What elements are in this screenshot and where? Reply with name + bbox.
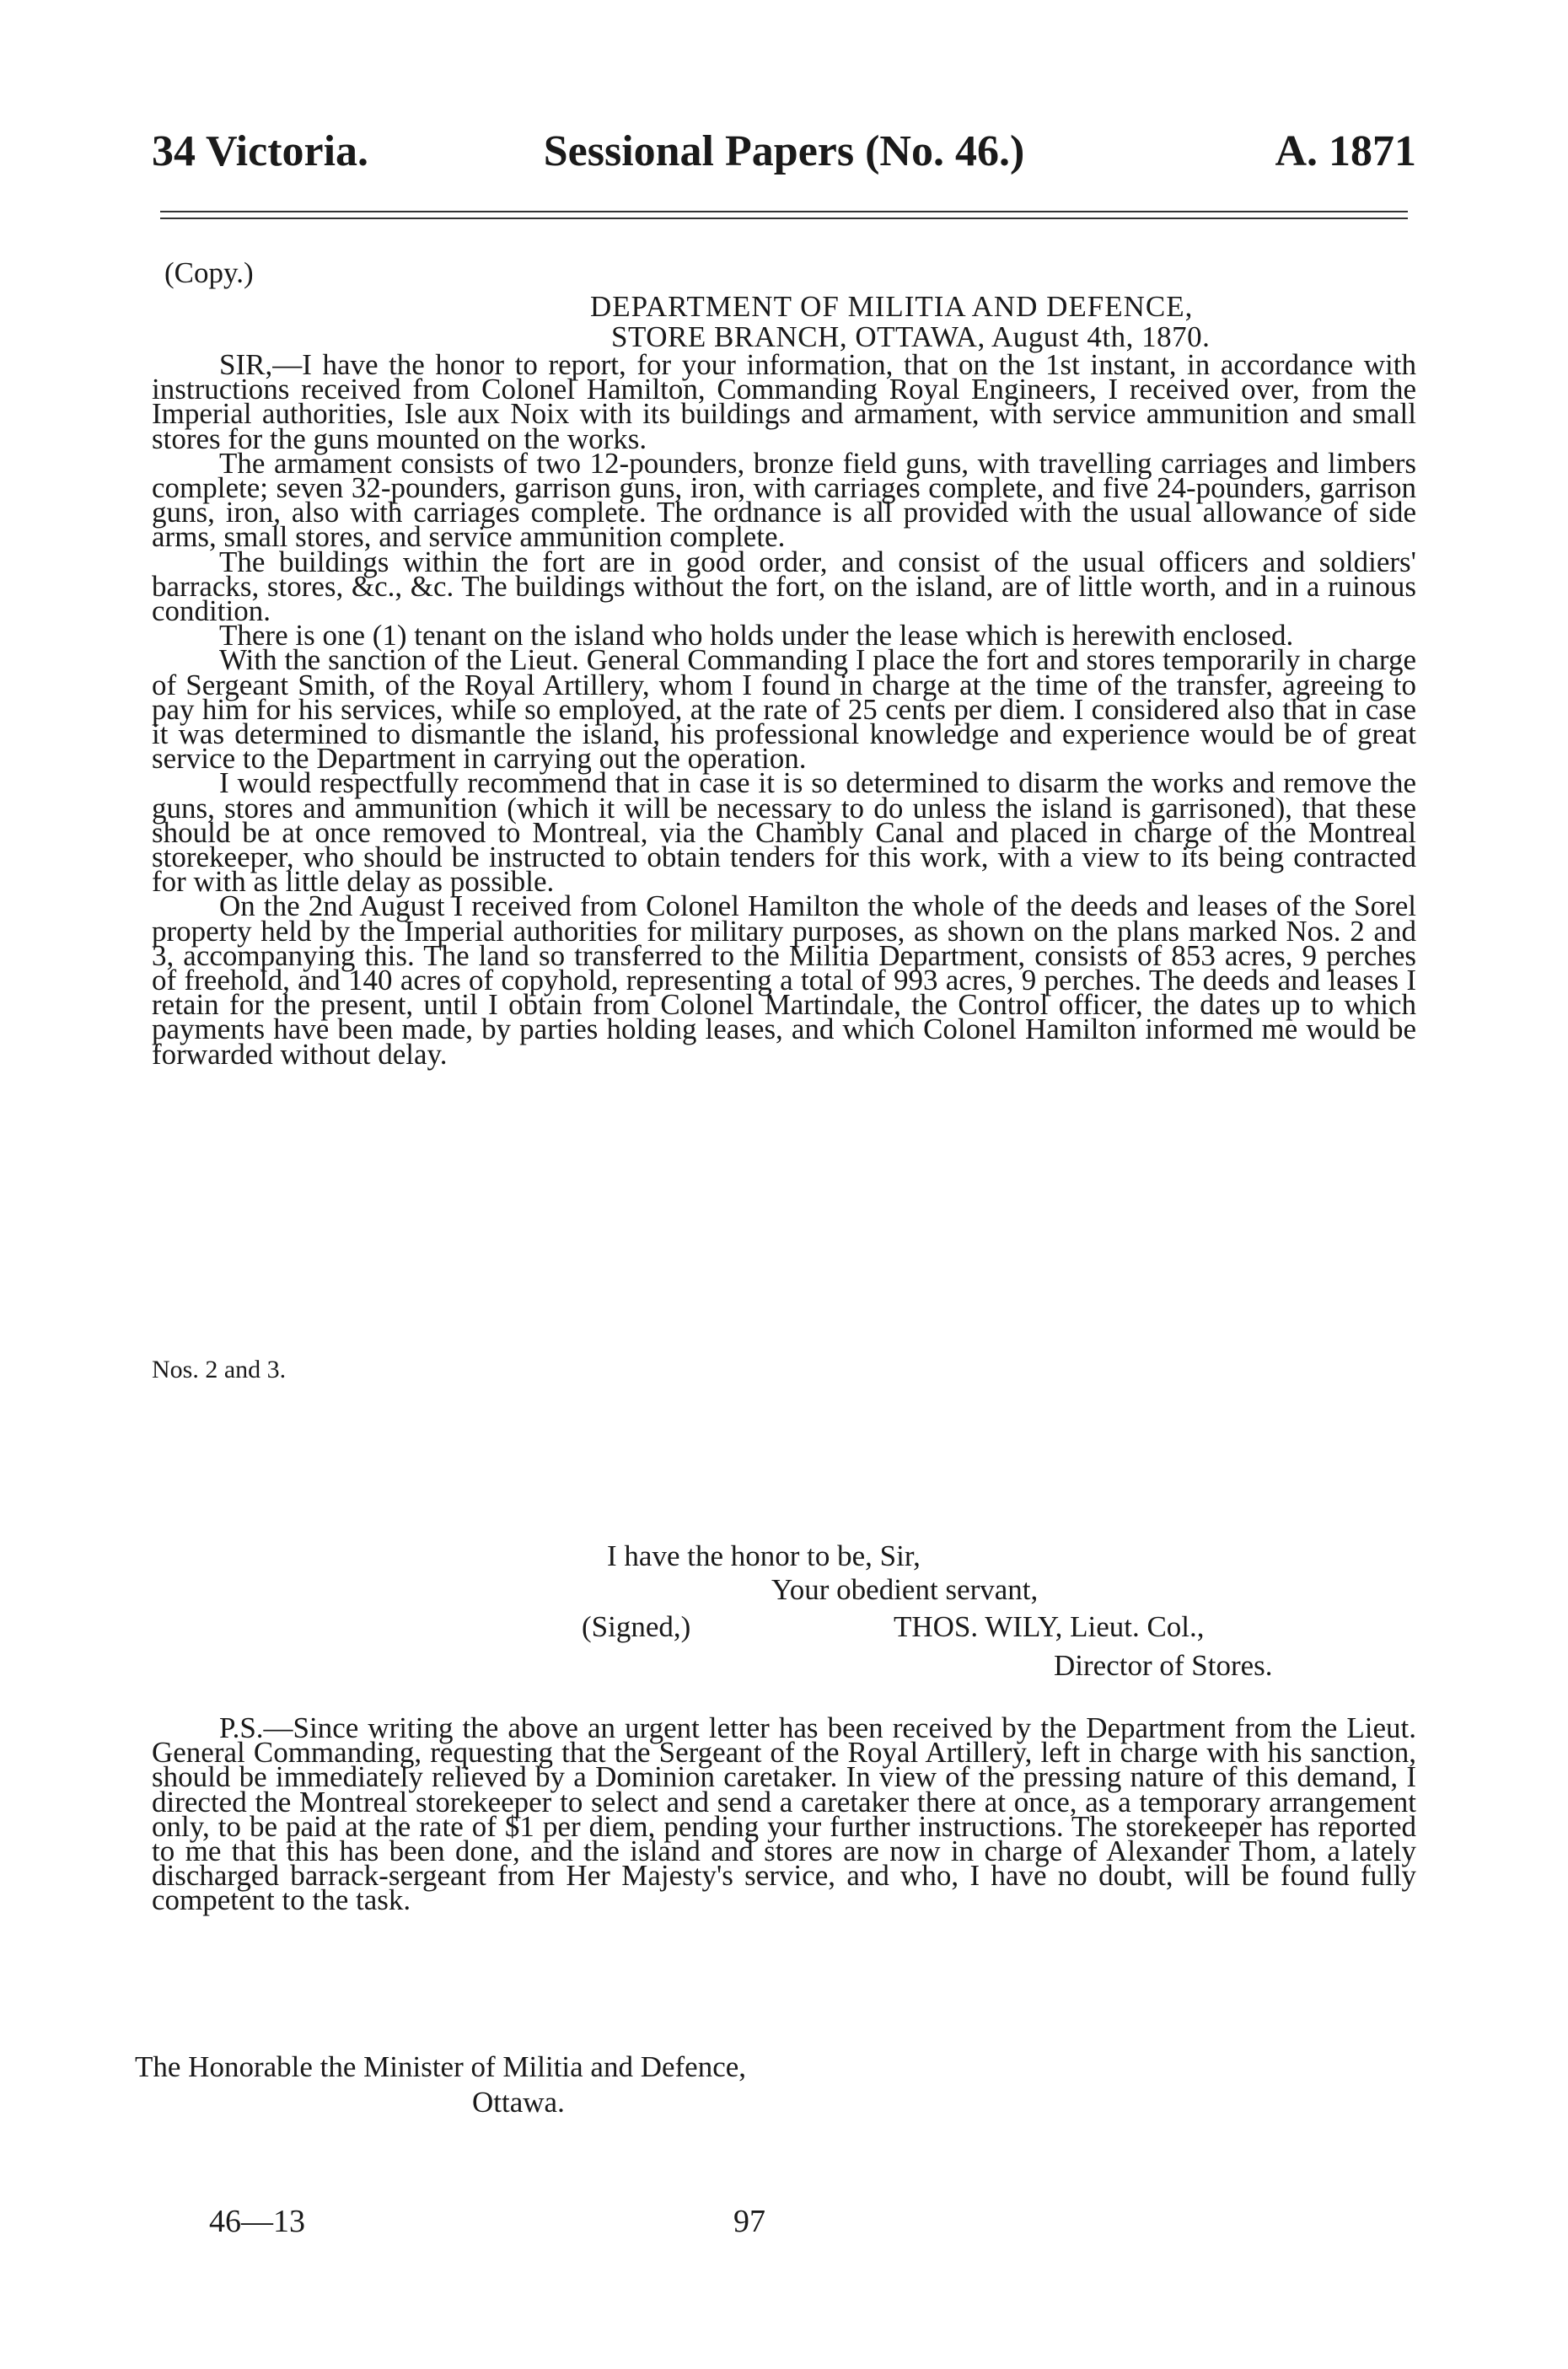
header-rule-top bbox=[160, 211, 1408, 212]
dateline: STORE BRANCH, OTTAWA, August 4th, 1870. bbox=[611, 320, 1211, 353]
closing-salutation: I have the honor to be, Sir, bbox=[607, 1539, 921, 1572]
copy-note: (Copy.) bbox=[164, 256, 254, 289]
footer-signature-mark: 46—13 bbox=[209, 2204, 305, 2239]
paragraph: On the 2nd August I received from Colonel Hamilton the whole of the deeds and leases of the Sorel property held by the Imperial authorities for military purposes, as shown on the plans marked Nos. 2 and 3, accompanying this. The land so transferred to the Militia Department, consists of 853 acres, 9 perches of freehold, and 140 acres of copyhold, representing a total of 993 acres, 9 perches. The deeds and leases I retain for the present, until I obtain from Colonel Martindale, the Control officer, the dates up to which payments have been made, by parties holding leases, and which Colonel Hamilton informed me would be forwarded without delay. bbox=[152, 889, 1416, 1071]
signer-name: THOS. WILY, Lieut. Col., bbox=[894, 1610, 1205, 1643]
paragraph: There is one (1) tenant on the island who holds under the lease which is herewith enclosed. bbox=[219, 619, 1294, 653]
page-header bbox=[152, 126, 1416, 177]
paragraph: The buildings within the fort are in good order, and consist of the usual officers and soldiers' barracks, stores, &c., &c. The buildings without the fort, on the island, are of little worth, and in a ruinous condition. bbox=[152, 545, 1416, 628]
signed-label: (Signed,) bbox=[582, 1610, 691, 1643]
postscript: P.S.—Since writing the above an urgent letter has been received by the Department from the Lieut. General Commanding, requesting that the Sergeant of the Royal Artillery, left in charge with his sanction, should be immediately relieved by a Dominion caretaker. In view of the pressing nature of this demand, I directed the Montreal storekeeper to select and send a caretaker there at once, as a temporary arrangement only, to be paid at the rate of $1 per diem, pending your further instructions. The storekeeper has reported to me that this has been done, and the island and stores are now in charge of Alexander Thom, a lately discharged barrack-sergeant from Her Majesty's service, and who, I have no doubt, will be found fully competent to the task. bbox=[152, 1711, 1416, 1917]
header-year: A. 1871 bbox=[1275, 127, 1416, 175]
letter-body bbox=[152, 348, 1416, 1071]
page-number: 97 bbox=[733, 2204, 765, 2239]
header-sessional-papers: Sessional Papers (No. 46.) bbox=[543, 127, 1025, 175]
postscript-block bbox=[152, 1711, 1416, 1917]
addressee-city: Ottawa. bbox=[472, 2086, 565, 2119]
margin-note: Nos. 2 and 3. bbox=[152, 1356, 287, 1383]
header-rule-bottom bbox=[160, 218, 1408, 219]
department-line: DEPARTMENT OF MILITIA AND DEFENCE, bbox=[590, 290, 1194, 323]
paragraph: With the sanction of the Lieut. General Commanding I place the fort and stores temporarily in charge of Sergeant Smith, of the Royal Artillery, whom I found in charge at the time of the transfer, agreeing to pay him for his services, while so employed, at the rate of 25 cents per diem. I considered also that in case it was determined to dismantle the island, his professional knowledge and experience would be of great service to the Department in carrying out the operation. bbox=[152, 643, 1416, 776]
addressee: The Honorable the Minister of Militia and Defence, bbox=[135, 2050, 747, 2083]
signer-title: Director of Stores. bbox=[1054, 1649, 1273, 1682]
paragraph: SIR,—I have the honor to report, for your information, that on the 1st instant, in accordance with instructions received from Colonel Hamilton, Commanding Royal Engineers, I received over, from the Imperial authorities, Isle aux Noix with its buildings and armament, with service ammunition and small stores for the guns mounted on the works. bbox=[152, 348, 1416, 455]
header-session: 34 Victoria. bbox=[152, 127, 369, 175]
paragraph: I would respectfully recommend that in case it is so determined to disarm the works and remove the guns, stores and ammunition (which it will be necessary to do unless the island is garrisoned), that these should be at once removed to Montreal, via the Chambly Canal and placed in charge of the Montreal storekeeper, who should be instructed to obtain tenders for this work, with a view to its being contracted for with as little delay as possible. bbox=[152, 766, 1416, 899]
paragraph: The armament consists of two 12-pounders, bronze field guns, with travelling carriages and limbers complete; seven 32-pounders, garrison guns, iron, with carriages complete, and five 24-pounders, garrison guns, iron, also with carriages complete. The ordnance is all provided with the usual allowance of side arms, small stores, and service ammunition complete. bbox=[152, 446, 1416, 554]
closing-servant: Your obedient servant, bbox=[771, 1573, 1039, 1606]
